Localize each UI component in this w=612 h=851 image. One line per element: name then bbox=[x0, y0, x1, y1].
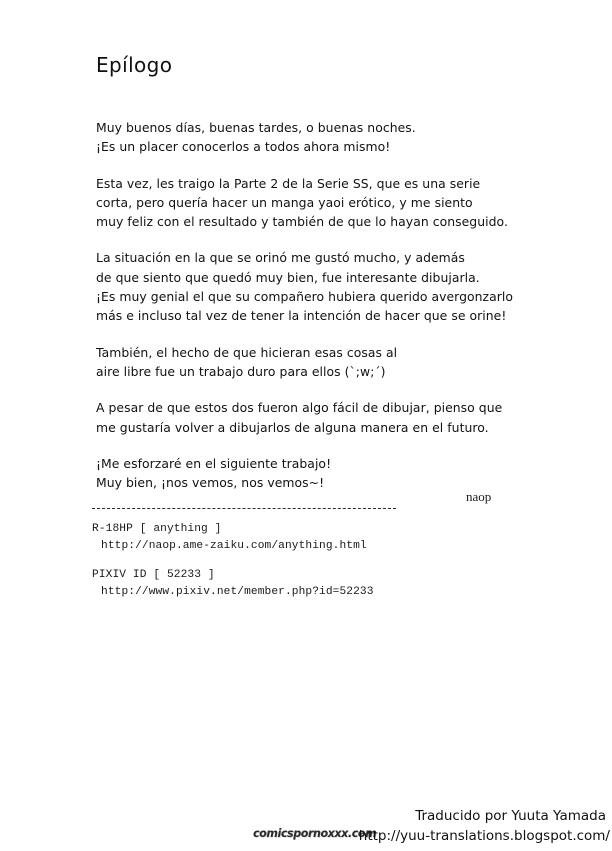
paragraph-line: A pesar de que estos dos fueron algo fácil de dibujar, pienso que bbox=[96, 400, 503, 416]
paragraph-scene-commentary bbox=[96, 248, 536, 325]
paragraph-outdoor-note bbox=[96, 343, 536, 382]
paragraph-line: ¡Es un placer conocerlos a todos ahora mismo! bbox=[96, 139, 391, 155]
site-watermark: comicspornoxxx.com bbox=[253, 826, 377, 840]
paragraph-greeting bbox=[96, 118, 536, 157]
credit-pixiv-label: PIXIV ID [ 52233 ] bbox=[92, 569, 215, 581]
dashed-divider bbox=[92, 508, 396, 509]
author-signature: naop bbox=[466, 489, 492, 504]
paragraph-line: Esta vez, les traigo la Parte 2 de la Serie SS, que es una serie bbox=[96, 175, 481, 191]
paragraph-line: ¡Me esforzaré en el siguiente trabajo! bbox=[96, 455, 332, 471]
credit-homepage-label: R-18HP [ anything ] bbox=[92, 523, 222, 535]
paragraph-line: La situación en la que se orinó me gustó mucho, y además bbox=[96, 250, 465, 266]
paragraph-line: Muy buenos días, buenas tardes, o buenas noches. bbox=[96, 120, 416, 135]
paragraph-line: aire libre fue un trabajo duro para ellos (`;w;´) bbox=[96, 363, 386, 379]
credit-pixiv-url[interactable]: http://www.pixiv.net/member.php?id=52233 bbox=[101, 586, 374, 598]
credit-homepage bbox=[92, 521, 374, 555]
paragraph-series-intro bbox=[96, 174, 536, 232]
translator-credit: Traducido por Yuuta Yamada bbox=[415, 808, 606, 824]
paragraph-line: me gustaría volver a dibujarlos de alguna manera en el futuro. bbox=[96, 419, 489, 435]
credit-pixiv bbox=[92, 567, 374, 601]
paragraph-line: ¡Es muy genial el que su compañero hubiera querido avergonzarlo bbox=[96, 289, 514, 305]
translator-url[interactable]: http://yuu-translations.blogspot.com/ bbox=[358, 828, 610, 844]
paragraph-line: Muy bien, ¡nos vemos, nos vemos~! bbox=[96, 475, 325, 491]
credit-homepage-url[interactable]: http://naop.ame-zaiku.com/anything.html bbox=[101, 540, 367, 552]
paragraph-line: más e incluso tal vez de tener la intención de hacer que se orine! bbox=[96, 308, 507, 324]
credits-block bbox=[92, 521, 374, 601]
epilogue-body bbox=[96, 118, 536, 492]
page-title: Epílogo bbox=[96, 53, 173, 77]
paragraph-future-note bbox=[96, 398, 536, 437]
paragraph-line: corta, pero quería hacer un manga yaoi erótico, y me siento bbox=[96, 194, 473, 210]
paragraph-line: También, el hecho de que hicieran esas cosas al bbox=[96, 344, 398, 360]
paragraph-farewell bbox=[96, 454, 536, 493]
paragraph-line: muy feliz con el resultado y también de que lo hayan conseguido. bbox=[96, 214, 508, 230]
paragraph-line: de que siento que quedó muy bien, fue interesante dibujarla. bbox=[96, 269, 480, 285]
